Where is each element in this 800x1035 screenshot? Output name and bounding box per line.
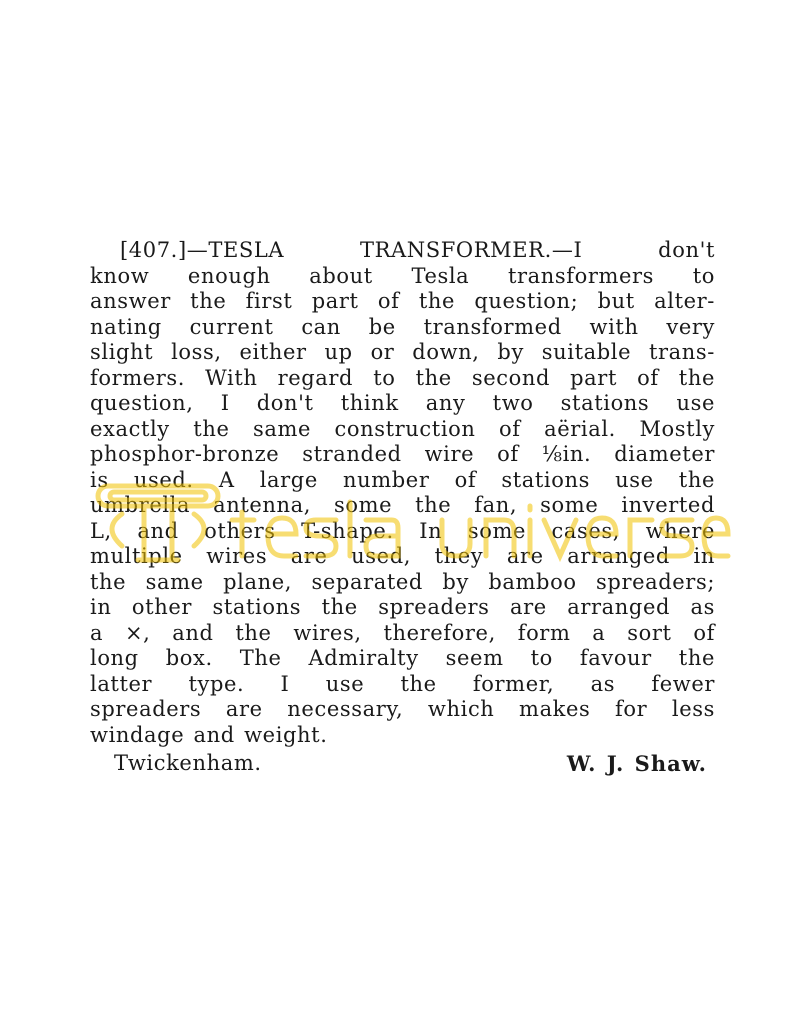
text-line: answer the first part of the question; but alter- — [90, 289, 715, 313]
text-line: a ×, and the wires, therefore, form a sort of — [90, 620, 715, 645]
signature-row — [90, 751, 715, 779]
text-line: the same plane, separated by bamboo spreaders; — [90, 569, 715, 594]
text-line: question, I don't think any two stations use — [90, 391, 715, 415]
text-line: windage and weight. — [90, 722, 328, 747]
text-line: nating current can be transformed with very — [90, 314, 715, 339]
text-line: know enough about Tesla transformers to — [90, 263, 715, 288]
text-line: phosphor-bronze stranded wire of ⅛in. diameter — [90, 442, 715, 466]
text-line: is used. A large number of stations use the — [90, 467, 715, 492]
text-line: exactly the same construction of aërial. Mostly — [90, 416, 715, 441]
article-body — [90, 238, 715, 779]
text-line: spreaders are necessary, which makes for less — [90, 697, 715, 721]
text-line: long box. The Admiralty seem to favour the — [90, 646, 715, 670]
signer-name: W. J. Shaw. — [566, 751, 707, 776]
text-line: umbrella antenna, some the fan, some inverted — [90, 493, 715, 517]
place-name: Twickenham. — [114, 751, 262, 775]
text-line: multiple wires are used, they are arranged in — [90, 544, 715, 568]
text-line: in other stations the spreaders are arranged as — [90, 595, 715, 619]
text-line: formers. With regard to the second part of the — [90, 365, 715, 390]
text-line: slight loss, either up or down, by suitable trans- — [90, 340, 715, 364]
text-line: L, and others T-shape. In some cases, where — [90, 518, 715, 543]
text-line: latter type. I use the former, as fewer — [90, 671, 715, 696]
text-line: [407.]—TESLA TRANSFORMER.—I don't — [120, 238, 715, 262]
